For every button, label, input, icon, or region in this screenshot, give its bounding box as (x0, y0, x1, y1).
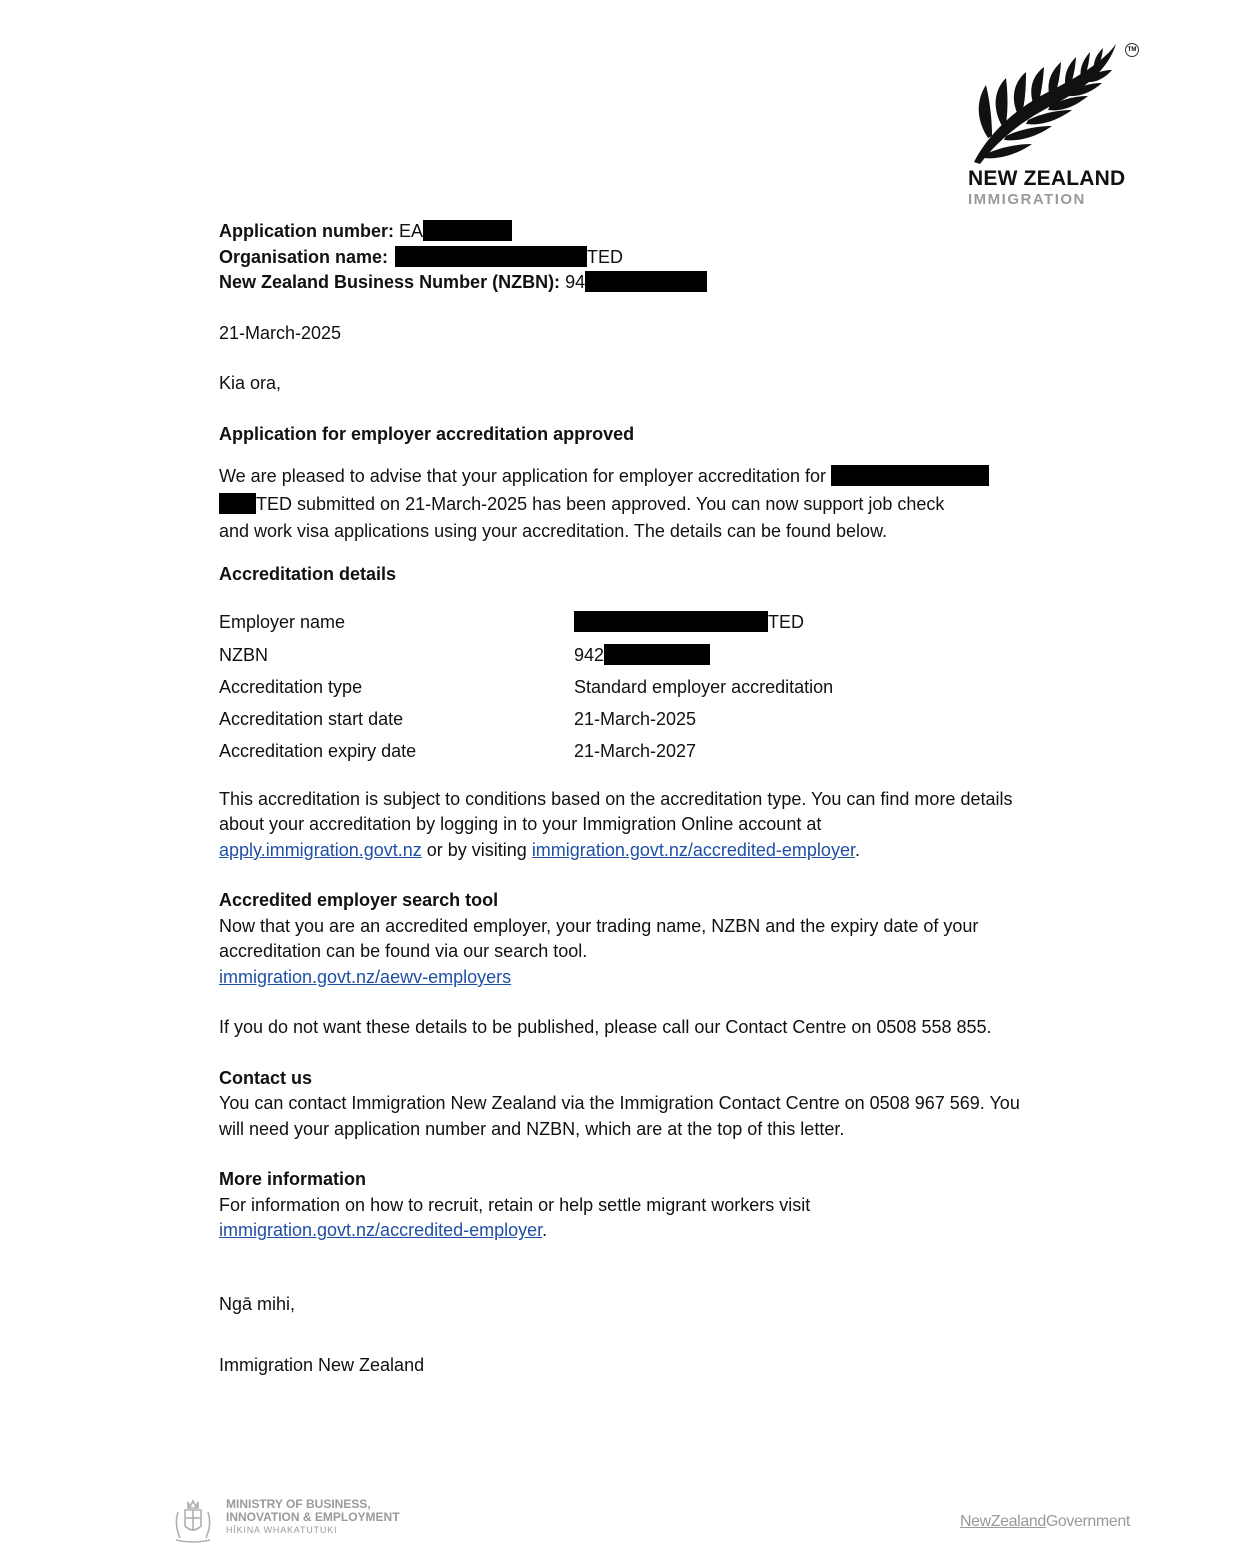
letter-body (219, 219, 1079, 1379)
mbie-line-3: HĪKINA WHAKATUTUKI (226, 1525, 338, 1535)
details-row-nzbn (219, 639, 1079, 671)
employer-name-suffix: TED (768, 612, 804, 633)
letter-heading: Application for employer accreditation approved (219, 423, 635, 444)
search-heading: Accredited employer search tool (219, 890, 499, 911)
intro-paragraph (219, 463, 1079, 546)
details-value: 21-March-2025 (574, 708, 697, 729)
publish-paragraph: If you do not want these details to be published, please call our Contact Centre on 0508 558 855. (219, 1017, 992, 1038)
nzbn-line (219, 270, 1079, 296)
details-row-employer (219, 607, 1079, 639)
nzbn-value: 94 (565, 272, 586, 292)
details-row-expiry (219, 736, 1079, 768)
mbie-line-1: MINISTRY OF BUSINESS, (226, 1497, 371, 1511)
contact-heading: Contact us (219, 1067, 313, 1088)
details-label: Accreditation type (219, 676, 363, 697)
aewv-employers-link[interactable]: immigration.govt.nz/aewv-employers (219, 966, 512, 987)
nzbn-label: New Zealand Business Number (NZBN): (219, 272, 561, 292)
nz-government-logo (960, 1513, 1130, 1531)
greeting: Kia ora, (219, 373, 282, 393)
details-value: Standard employer accreditation (574, 676, 834, 697)
application-number-line (219, 219, 1079, 245)
nz-coat-of-arms-icon (170, 1498, 216, 1544)
more-info-heading: More information (219, 1169, 366, 1190)
details-label: NZBN (219, 644, 268, 665)
conditions-text-2: about your accreditation by logging in to your Immigration Online account at (219, 814, 822, 835)
more-info-link[interactable]: immigration.govt.nz/accredited-employer (219, 1220, 543, 1241)
conditions-text-1: This accreditation is subject to conditions based on the accreditation type. You can find more details (219, 788, 1013, 809)
details-row-start (219, 704, 1079, 736)
redaction-block (831, 465, 989, 486)
details-row-type (219, 671, 1079, 703)
details-heading: Accreditation details (219, 563, 397, 584)
organisation-name-value: TED (587, 246, 624, 267)
contact-text-1: You can contact Immigration New Zealand via the Immigration Contact Centre on 0508 967 569. You (219, 1093, 1020, 1114)
signature: Immigration New Zealand (219, 1355, 425, 1376)
search-text-1: Now that you are an accredited employer, your trading name, NZBN and the expiry date of your (219, 915, 979, 936)
mbie-line-2: INNOVATION & EMPLOYMENT (226, 1510, 400, 1524)
details-label: Employer name (219, 612, 346, 633)
contact-paragraph (219, 1091, 1079, 1142)
intro-text-1: We are pleased to advise that your application for employer accreditation for (219, 466, 826, 486)
conditions-end: . (854, 839, 860, 860)
conditions-mid: or by visiting (421, 839, 532, 860)
search-paragraph (219, 914, 1079, 991)
gov-text-zealand: Zealand (990, 1513, 1046, 1530)
logo-immigration: IMMIGRATION (968, 191, 1086, 208)
silver-fern-icon (968, 40, 1128, 165)
redaction-block (604, 644, 710, 665)
logo-new-zealand: NEW ZEALAND (968, 167, 1126, 190)
application-number-value: EA (399, 221, 424, 241)
nzbn-prefix: 942 (574, 644, 605, 665)
gov-text-new: New (960, 1513, 991, 1530)
gov-text-government: Government (1045, 1513, 1130, 1530)
redaction-block (219, 493, 256, 514)
apply-immigration-link[interactable]: apply.immigration.govt.nz (219, 839, 422, 860)
details-value (574, 643, 710, 669)
mbie-footer-logo (170, 1498, 400, 1544)
accredited-employer-link[interactable]: immigration.govt.nz/accredited-employer (531, 839, 855, 860)
search-text-2: accreditation can be found via our search tool. (219, 941, 588, 962)
details-label: Accreditation expiry date (219, 741, 417, 762)
organisation-name-line (219, 245, 1079, 271)
nz-immigration-logo (968, 40, 1148, 209)
intro-text-2: TED submitted on 21-March-2025 has been approved. You can now support job check (256, 493, 945, 514)
intro-text-3: and work visa applications using your accreditation. The details can be found below. (219, 521, 888, 541)
details-value (574, 610, 804, 636)
details-value: 21-March-2027 (574, 741, 697, 762)
letter-date: 21-March-2025 (219, 322, 342, 343)
signoff: Ngā mihi, (219, 1293, 296, 1314)
more-info-end: . (542, 1220, 548, 1241)
more-info-text: For information on how to recruit, retain or help settle migrant workers visit (219, 1194, 811, 1215)
redaction-block (423, 220, 512, 241)
trademark-icon: TM (1125, 43, 1139, 57)
organisation-name-label: Organisation name: (219, 246, 389, 267)
conditions-paragraph (219, 787, 1079, 864)
redaction-block (395, 246, 587, 267)
redaction-block (574, 611, 768, 632)
application-number-label: Application number: (219, 221, 394, 241)
mbie-text (226, 1498, 400, 1537)
more-info-paragraph (219, 1193, 1079, 1244)
accreditation-details-table (219, 607, 1079, 768)
details-label: Accreditation start date (219, 708, 404, 729)
contact-text-2: will need your application number and NZBN, which are at the top of this letter. (219, 1118, 845, 1139)
redaction-block (585, 271, 707, 292)
